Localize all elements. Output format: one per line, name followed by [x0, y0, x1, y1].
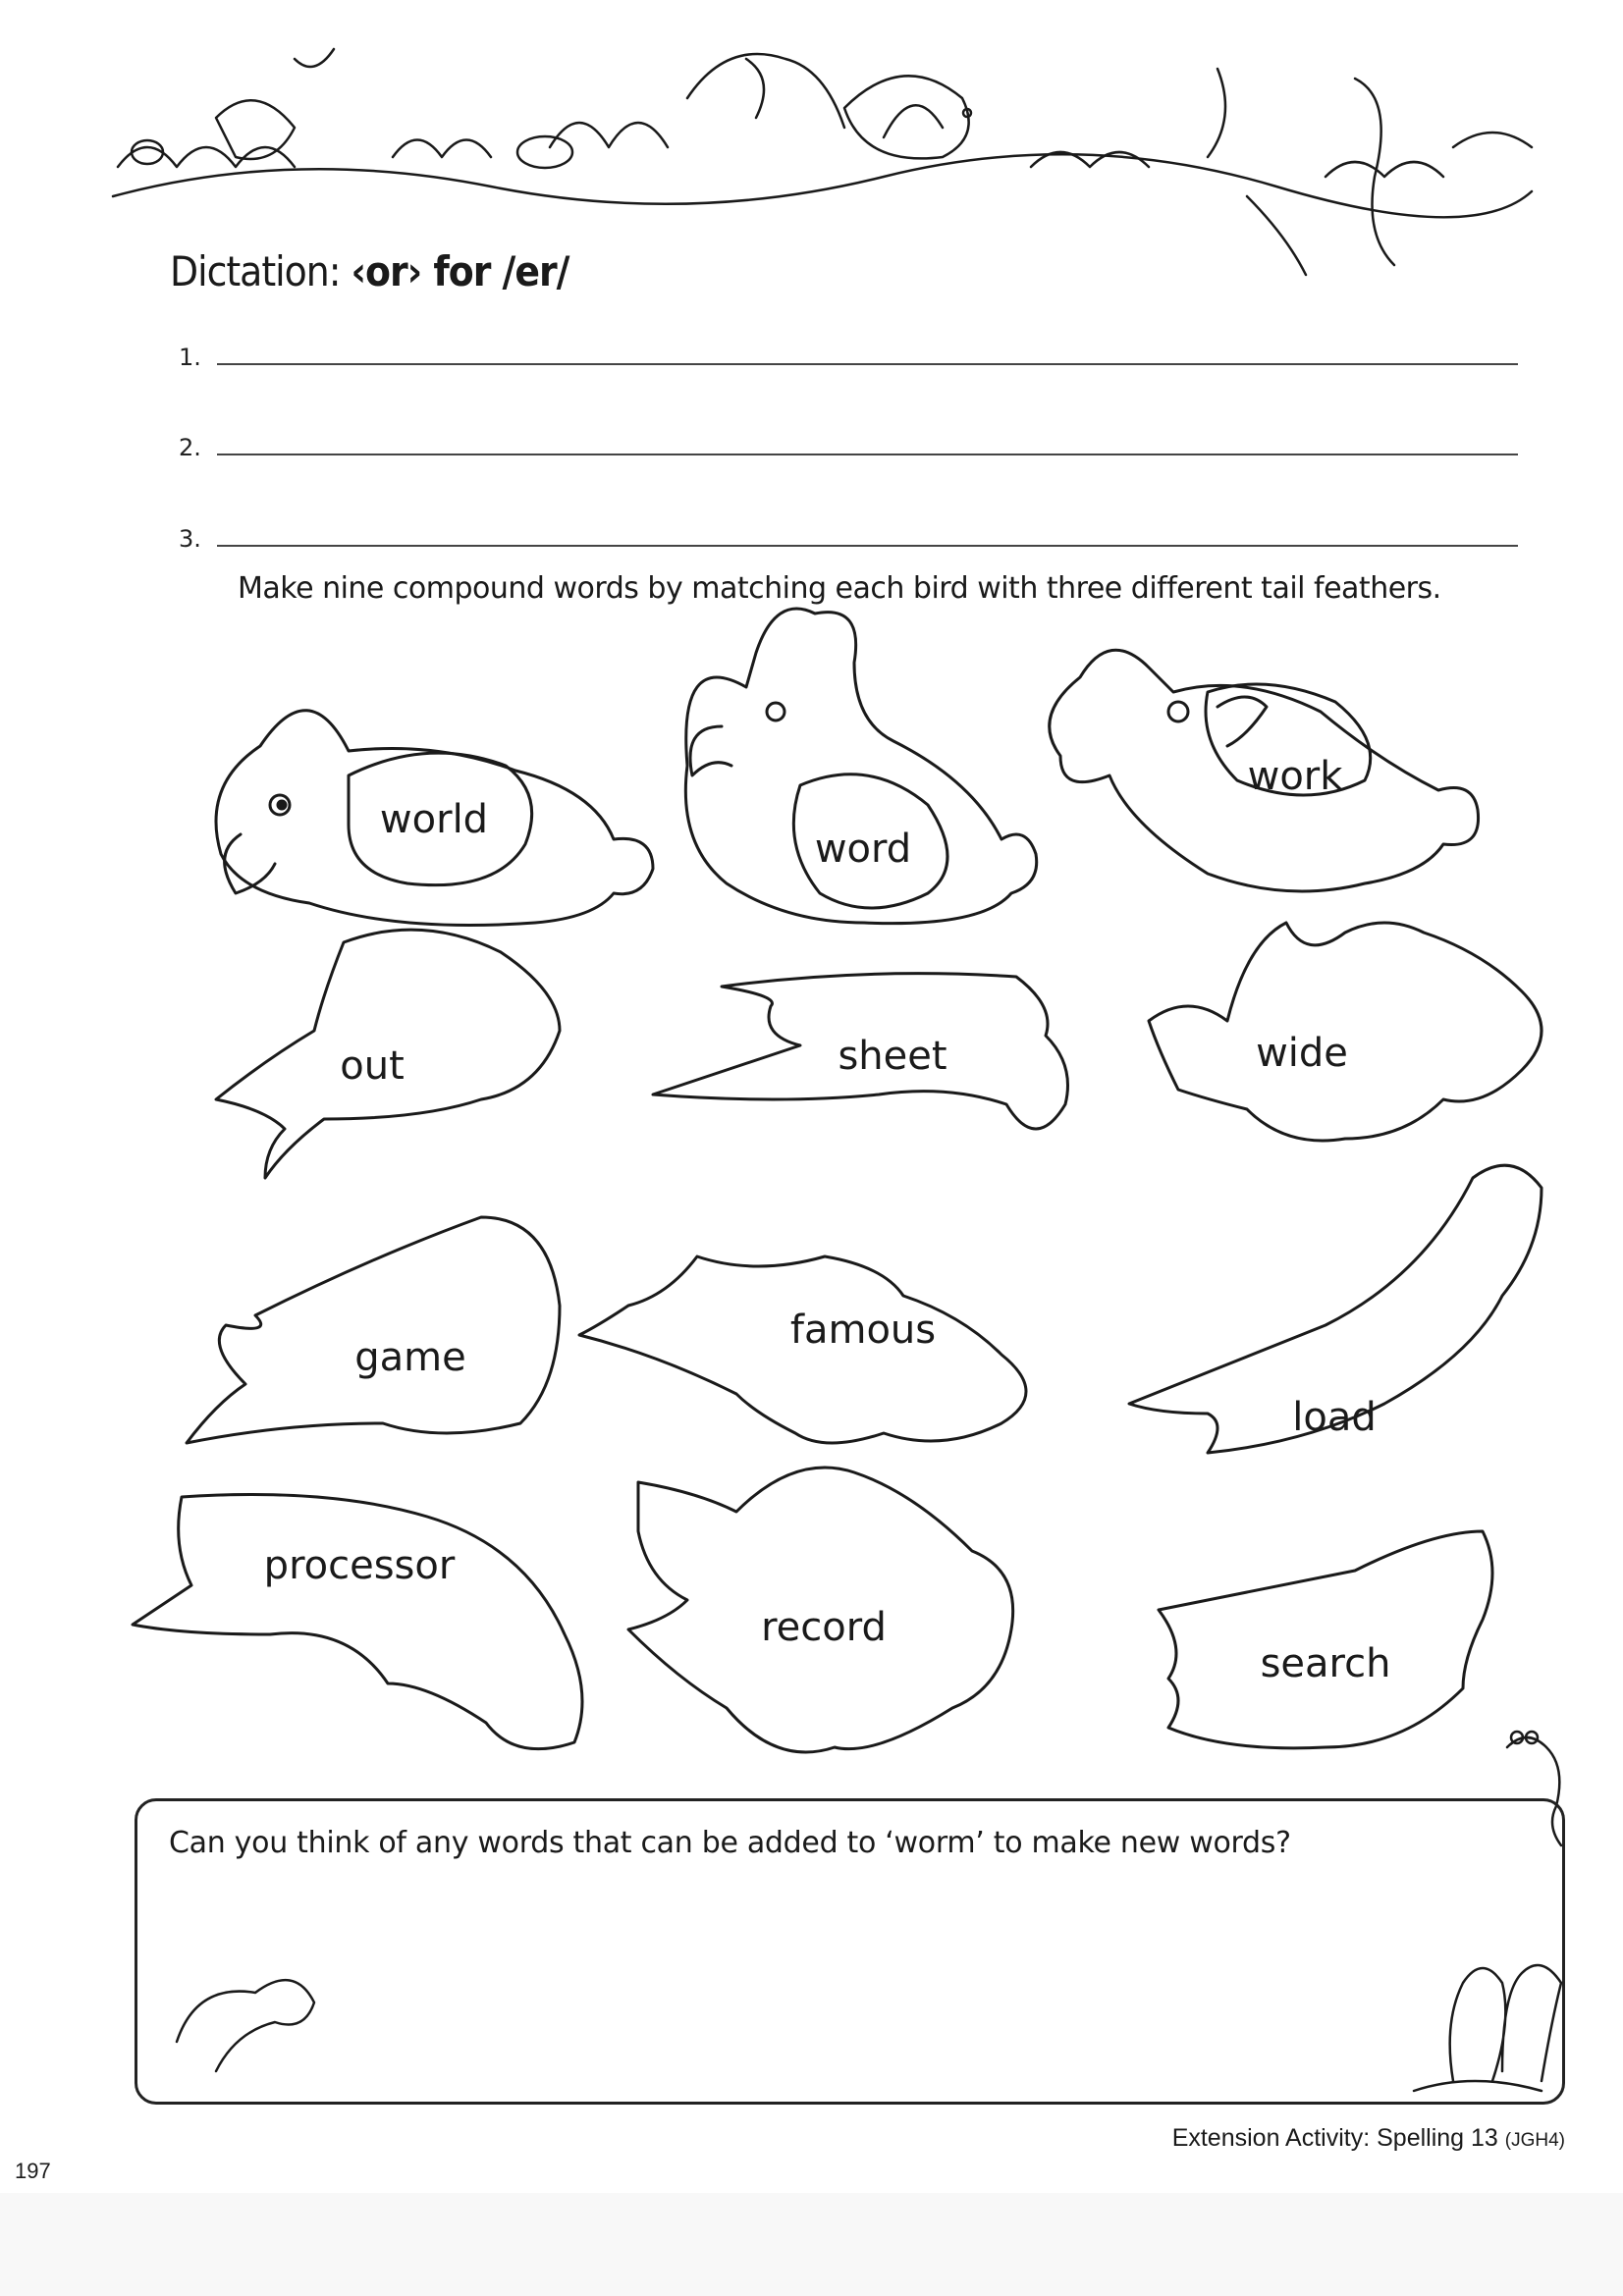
feather-word: record — [761, 1605, 887, 1650]
feather-word: wide — [1256, 1031, 1348, 1076]
dictation-line-2[interactable] — [217, 454, 1518, 455]
bird-word: world — [379, 797, 489, 842]
feather-word: game — [354, 1335, 466, 1380]
dictation-number-1: 1. — [179, 344, 201, 371]
footer-label: Extension Activity: Spelling 13 (JGH4) — [1171, 2124, 1565, 2152]
bird-word: word — [814, 827, 912, 872]
feather-word: famous — [789, 1308, 937, 1353]
dictation-number-2: 2. — [179, 434, 201, 461]
instruction-text: Make nine compound words by matching each bird with three different tail feathers. — [238, 571, 1441, 606]
dictation-line-3[interactable] — [217, 545, 1518, 547]
footer-code: (JGH4) — [1504, 2130, 1565, 2151]
feather-word: search — [1260, 1641, 1391, 1686]
dictation-number-3: 3. — [179, 525, 201, 553]
header-garden-illustration — [113, 49, 1532, 275]
question-text: Can you think of any words that can be added to ‘worm’ to make new words? — [169, 1826, 1291, 1860]
feather-word: load — [1292, 1395, 1377, 1440]
title-emphasis: ‹or› for /er/ — [351, 247, 569, 295]
bird-word-shape — [685, 609, 1036, 924]
feather-word: processor — [263, 1543, 456, 1588]
dictation-line-1[interactable] — [217, 363, 1518, 365]
page-number: 197 — [15, 2159, 51, 2183]
bird-word: work — [1247, 754, 1343, 799]
feather-word: out — [340, 1043, 405, 1089]
page-title: Dictation: ‹or› for /er/ — [170, 247, 569, 295]
feather-word: sheet — [838, 1034, 947, 1079]
